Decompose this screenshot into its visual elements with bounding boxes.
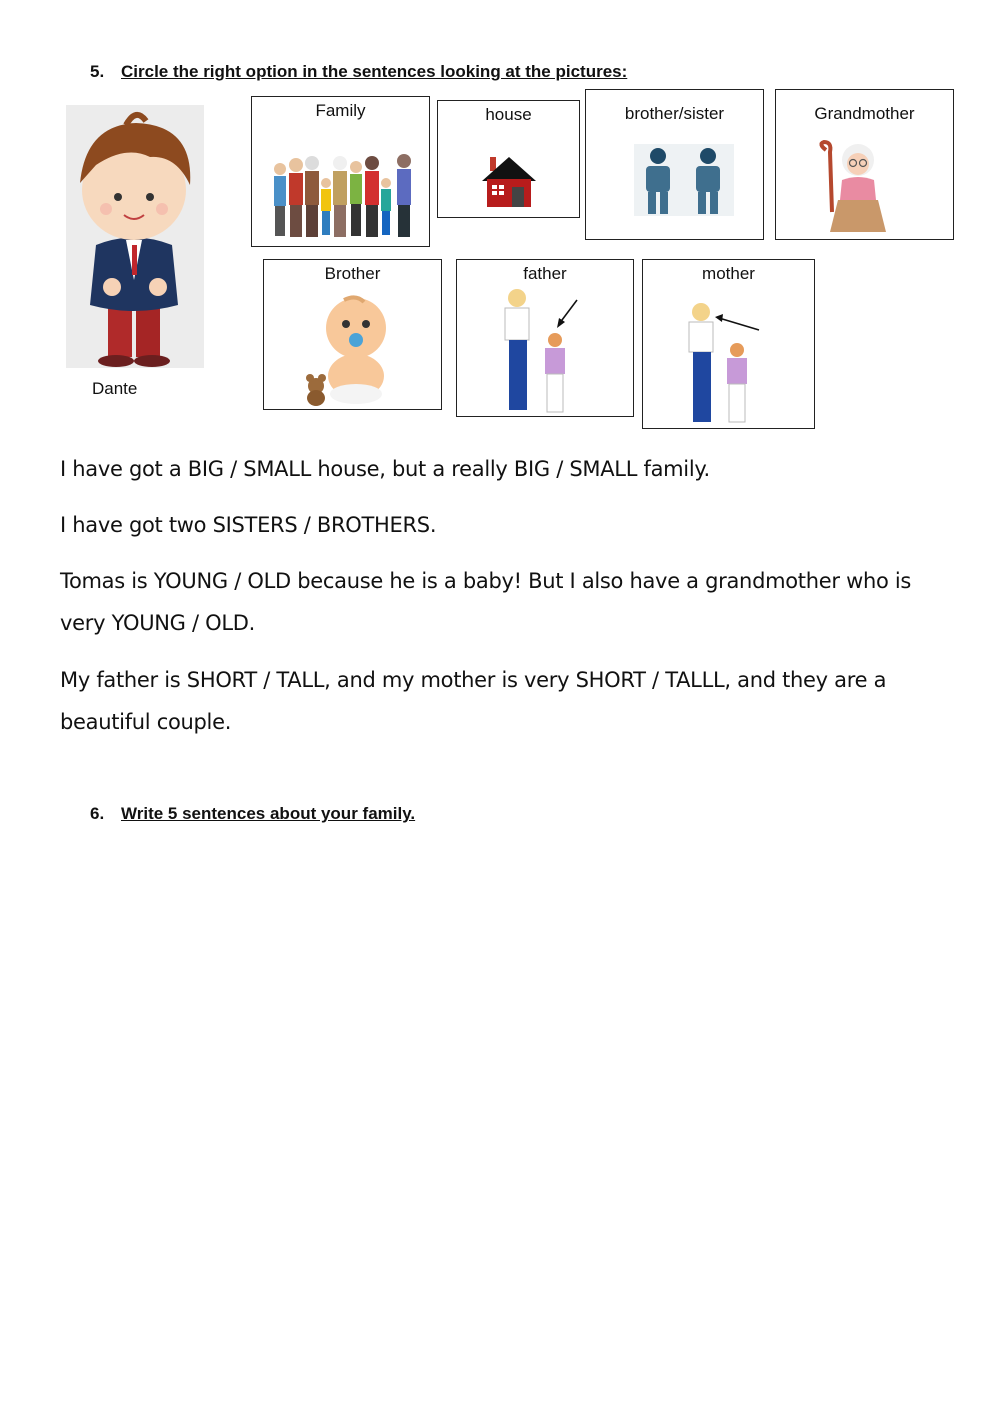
father-icon <box>493 288 613 416</box>
father-picture-box <box>456 259 634 417</box>
grandmother-picture-box <box>775 89 954 240</box>
exercise-5-instruction: Circle the right option in the sentences looking at the pictures: <box>121 62 628 81</box>
brother-sister-picture-box <box>585 89 764 240</box>
grandmother-label: Grandmother <box>814 104 915 123</box>
house-picture-box <box>437 100 580 218</box>
sentence-4: My father is SHORT / TALL, and my mother is very SHORT / TALLL, and they are a beautiful couple. <box>60 668 887 734</box>
sentence-2: I have got two SISTERS / BROTHERS. <box>60 513 437 537</box>
house-label: house <box>485 105 532 124</box>
exercise-5-number: 5. <box>90 62 105 81</box>
brother-label: Brother <box>324 264 381 283</box>
exercise-6-number: 6. <box>90 804 105 823</box>
mother-picture-box <box>642 259 815 429</box>
family-icon <box>266 149 418 241</box>
brother-picture-box <box>263 259 442 410</box>
dante-picture <box>66 105 204 368</box>
family-picture-box <box>251 96 430 247</box>
family-label: Family <box>315 101 366 120</box>
exercise-6-instruction: Write 5 sentences about your family. <box>121 804 416 823</box>
mother-icon <box>681 300 801 426</box>
baby-icon <box>304 294 404 408</box>
exercise-6-heading <box>90 804 415 824</box>
twins-icon <box>634 144 734 216</box>
boy-icon <box>66 105 204 368</box>
mother-label: mother <box>702 264 755 283</box>
sentence-1: I have got a BIG / SMALL house, but a really BIG / SMALL family. <box>60 457 710 481</box>
exercise-5-heading <box>90 62 627 82</box>
dante-caption: Dante <box>92 379 138 398</box>
house-icon <box>482 155 536 209</box>
grandmother-icon <box>814 140 890 236</box>
sentence-3: Tomas is YOUNG / OLD because he is a baby! But I also have a grandmother who is very YOUNG / OLD. <box>60 569 912 635</box>
father-label: father <box>523 264 567 283</box>
brother-sister-label: brother/sister <box>624 104 725 123</box>
